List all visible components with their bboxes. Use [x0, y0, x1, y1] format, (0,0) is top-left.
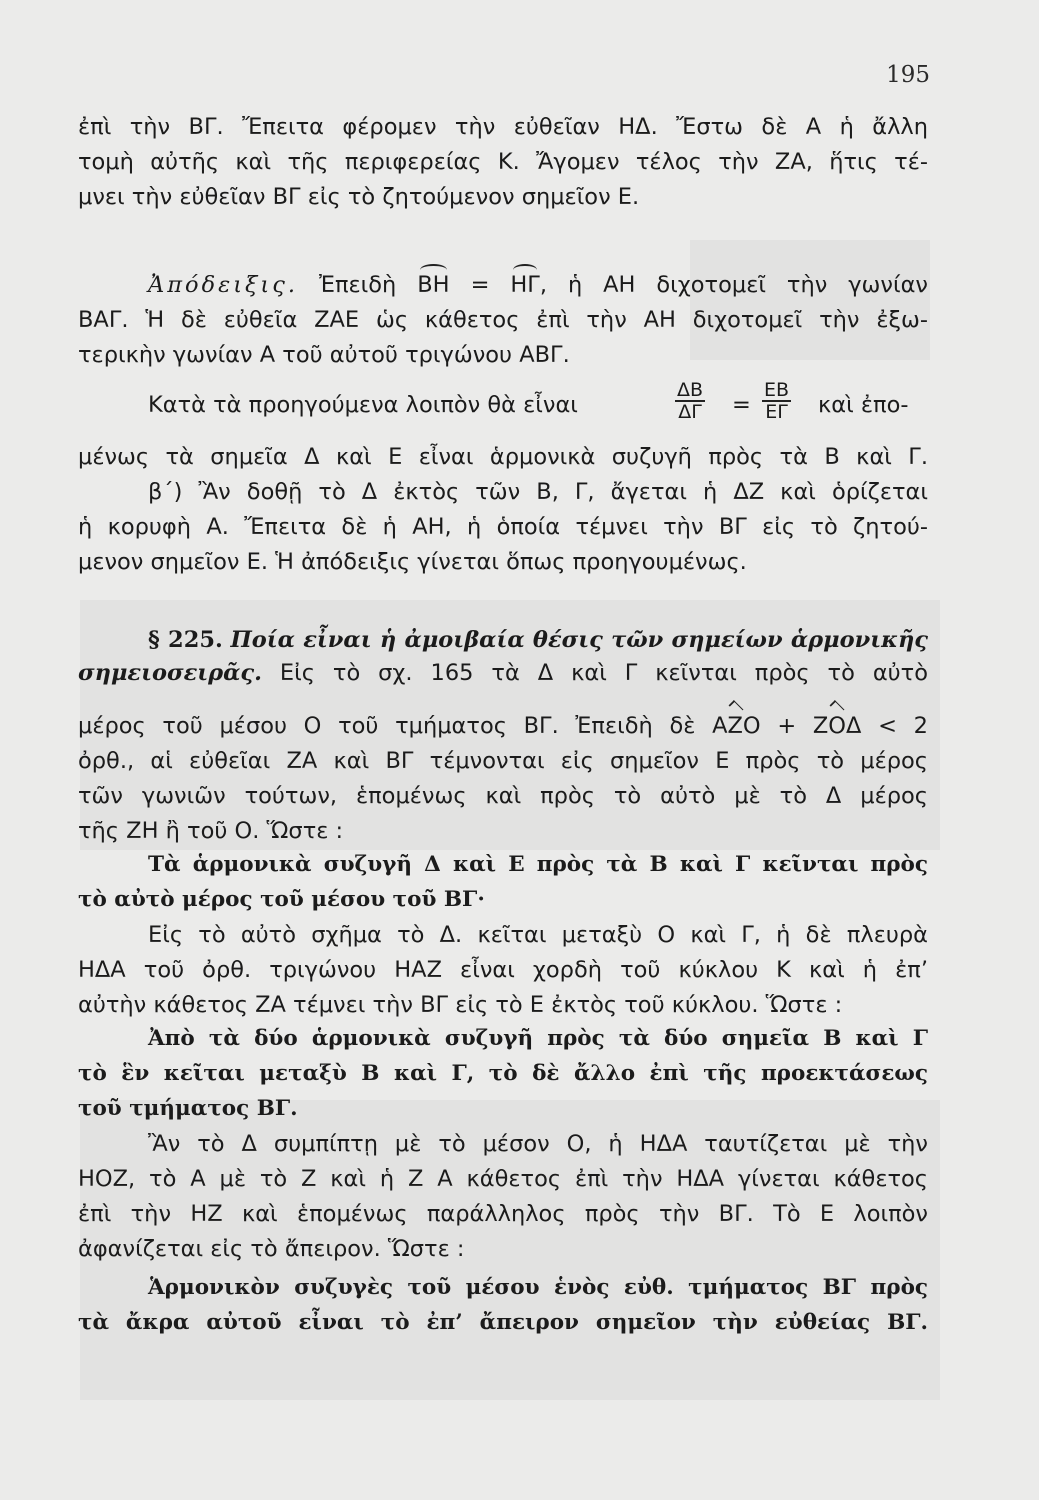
equals-sign: =: [470, 272, 490, 298]
fraction-denominator: ΕΓ: [765, 401, 788, 423]
text-line: ΒΑΓ. Ἡ δὲ εὐθεῖα ΖΑΕ ὡς κάθετος ἐπὶ τὴν ΑΗ διχοτομεῖ τὴν ἐξω-: [78, 307, 928, 333]
fraction-numerator: ΔΒ: [677, 379, 704, 401]
text-line: μένως τὰ σημεῖα Δ καὶ Ε εἶναι ἁρμονικὰ συζυγῆ πρὸς τὰ Β καὶ Γ.: [78, 444, 928, 470]
arc-hg: ΗΓ: [510, 272, 540, 298]
text-line: ἀφανίζεται εἰς τὸ ἄπειρον. Ὥστε :: [78, 1236, 465, 1262]
text-line: ἐπὶ τὴν ΗΖ καὶ ἑπομένως παράλληλος πρὸς τὴν ΒΓ. Τὸ Ε λοιπὸν: [78, 1201, 928, 1227]
text-span: < 2: [878, 713, 928, 739]
fraction-numerator: ΕΒ: [764, 379, 790, 401]
fraction-db-dg: [675, 380, 705, 422]
text-line: ὀρθ., αἱ εὐθεῖαι ΖΑ καὶ ΒΓ τέμνονται εἰς σημεῖον Ε πρὸς τὸ μέρος: [78, 748, 928, 774]
section-line: [78, 659, 928, 687]
section-heading-line: [148, 626, 928, 654]
text-line: τῶν γωνιῶν τούτων, ἑπομένως καὶ πρὸς τὸ αὐτὸ μὲ τὸ Δ μέρος: [78, 783, 928, 809]
text-span: Εἰς τὸ σχ. 165 τὰ Δ καὶ Γ κεῖνται πρὸς τὸ αὐτὸ: [279, 660, 928, 686]
angle-line: [78, 712, 928, 740]
text-line: αὐτὴν κάθετος ΖΑ τέμνει τὴν ΒΓ εἰς τὸ Ε ἐκτὸς τοῦ κύκλου. Ὥστε :: [78, 992, 843, 1018]
proof-line: [148, 271, 928, 299]
text-line: Εἰς τὸ αὐτὸ σχῆμα τὸ Δ. κεῖται μεταξὺ Ο καὶ Γ, ἡ δὲ πλευρὰ: [148, 922, 928, 948]
text-span: , ἡ ΑΗ διχοτομεῖ τὴν γωνίαν: [539, 272, 928, 298]
rule-line: Ἁρμονικὸν συζυγὲς τοῦ μέσου ἑνὸς εὐθ. τμήματος ΒΓ πρὸς: [148, 1275, 928, 1300]
text-line: ἡ κορυφὴ Α. Ἔπειτα δὲ ἡ ΑΗ, ἡ ὁποία τέμνει τὴν ΒΓ εἰς τὸ ζητού-: [78, 514, 928, 540]
section-title: Ποία εἶναι ἡ ἀμοιβαία θέσις τῶν σημείων ἁρμονικῆς: [230, 627, 929, 653]
fraction-eb-eg: [762, 380, 791, 422]
rule-line: τὸ αὐτὸ μέρος τοῦ μέσου τοῦ ΒΓ·: [78, 887, 485, 912]
rule-line: Τὰ ἁρμονικὰ συζυγῆ Δ καὶ Ε πρὸς τὰ Β καὶ Γ κεῖνται πρὸς: [148, 852, 928, 877]
page-number: 195: [886, 62, 930, 88]
equals-sign: =: [732, 392, 751, 418]
plus-sign: +: [777, 713, 797, 739]
text-line: τερικὴν γωνίαν Α τοῦ αὐτοῦ τριγώνου ΑΒΓ.: [78, 342, 570, 368]
text-line: β΄) Ἂν δοθῇ τὸ Δ ἐκτὸς τῶν Β, Γ, ἄγεται ἡ ΔΖ καὶ ὁρίζεται: [148, 479, 928, 505]
text-line: ΗΔΑ τοῦ ὀρθ. τριγώνου ΗΑΖ εἶναι χορδὴ τοῦ κύκλου Κ καὶ ἡ ἐπ’: [78, 957, 928, 983]
proof-label: Ἀπόδειξις.: [148, 272, 298, 298]
text-line: μενον σημεῖον Ε. Ἡ ἀπόδειξις γίνεται ὅπως προηγουμένως.: [78, 549, 747, 575]
angle-zod: ΖΟΔ: [812, 713, 862, 739]
angle-azo: ΑΖΟ: [712, 713, 761, 739]
section-number: § 225.: [148, 627, 223, 653]
rule-line: τὰ ἄκρα αὐτοῦ εἶναι τὸ ἐπ’ ἄπειρον σημεῖον τὴν εὐθείας ΒΓ.: [78, 1310, 928, 1335]
rule-line: τοῦ τμήματος ΒΓ.: [78, 1096, 298, 1121]
rule-line: τὸ ἓν κεῖται μεταξὺ Β καὶ Γ, τὸ δὲ ἄλλο ἐπὶ τῆς προεκτάσεως: [78, 1061, 928, 1086]
rule-line: Ἀπὸ τὰ δύο ἁρμονικὰ συζυγῆ πρὸς τὰ δύο σημεῖα Β καὶ Γ: [148, 1026, 928, 1051]
text-span: μέρος τοῦ μέσου Ο τοῦ τμήματος ΒΓ. Ἐπειδὴ δὲ: [78, 713, 696, 739]
section-title-cont: σημειοσειρᾶς.: [78, 660, 262, 686]
text-line: Ἂν τὸ Δ συμπίπτῃ μὲ τὸ μέσον Ο, ἡ ΗΔΑ ταυτίζεται μὲ τὴν: [148, 1131, 928, 1157]
text-line: τομὴ αὐτῆς καὶ τῆς περιφερείας Κ. Ἄγομεν τέλος τὴν ΖΑ, ἥτις τέ-: [78, 149, 928, 175]
text-line: μνει τὴν εὐθεῖαν ΒΓ εἰς τὸ ζητούμενον σημεῖον Ε.: [78, 184, 640, 210]
fraction-denominator: ΔΓ: [678, 401, 702, 423]
text-line: τῆς ΖΗ ἢ τοῦ Ο. Ὥστε :: [78, 818, 344, 844]
ratio-tail: καὶ ἐπο-: [818, 392, 909, 418]
text-line: ἐπὶ τὴν ΒΓ. Ἔπειτα φέρομεν τὴν εὐθεῖαν ΗΔ. Ἔστω δὲ Α ἡ ἄλλη: [78, 114, 928, 140]
arc-bh: ΒΗ: [417, 272, 450, 298]
text-span: Ἐπειδὴ: [318, 272, 397, 298]
ratio-lead: Κατὰ τὰ προηγούμενα λοιπὸν θὰ εἶναι: [148, 392, 578, 418]
text-line: ΗΟΖ, τὸ Α μὲ τὸ Ζ καὶ ἡ Ζ Α κάθετος ἐπὶ τὴν ΗΔΑ γίνεται κάθετος: [78, 1166, 928, 1192]
